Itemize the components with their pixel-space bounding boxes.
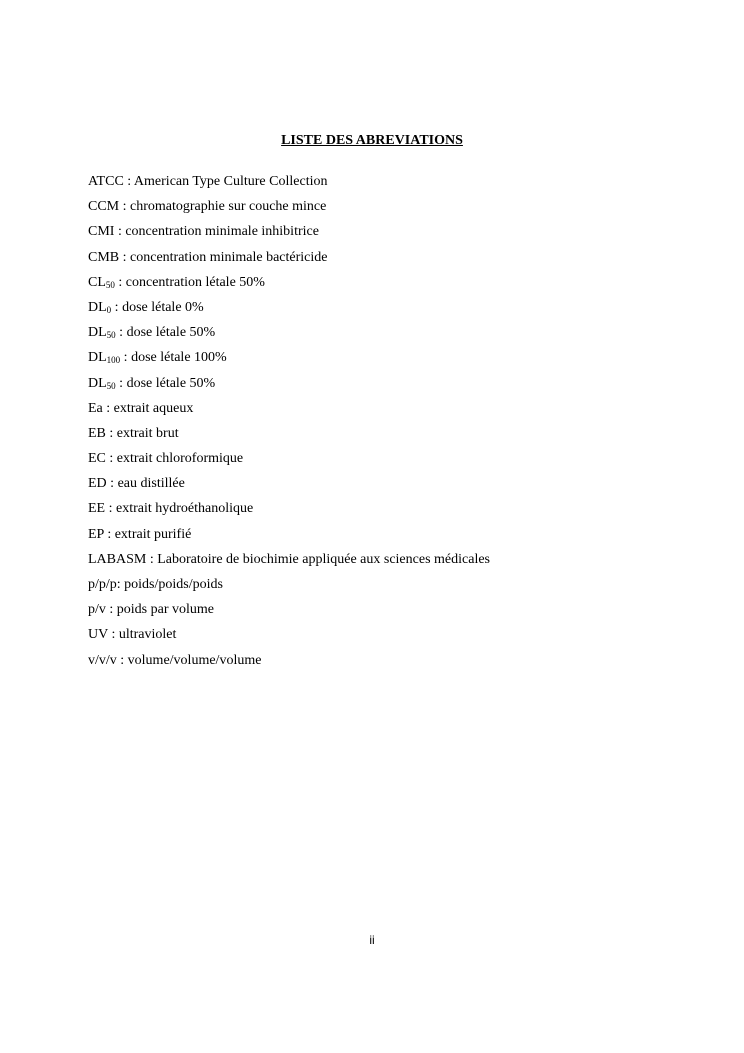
abbreviation-separator: : <box>103 526 115 542</box>
page-title: LISTE DES ABREVIATIONS <box>281 133 463 148</box>
abbreviation-term: CL <box>88 274 106 290</box>
abbreviation-item <box>88 219 490 244</box>
abbreviation-item <box>88 194 490 219</box>
abbreviation-definition: concentration létale 50% <box>125 274 265 290</box>
abbreviation-subscript: 0 <box>106 304 112 315</box>
abbreviation-subscript: 50 <box>106 330 116 341</box>
abbreviation-term: CMB <box>88 249 120 265</box>
abbreviation-definition: American Type Culture Collection <box>133 174 328 189</box>
abbreviation-term: ATCC <box>88 174 124 189</box>
abbreviation-term: DL <box>88 375 107 391</box>
abbreviation-definition: poids par volume <box>116 602 214 618</box>
abbreviation-separator: : <box>111 299 123 315</box>
abbreviation-item <box>88 496 490 521</box>
abbreviation-term: CMI <box>88 224 115 240</box>
abbreviation-item <box>88 345 490 370</box>
abbreviation-separator: : <box>119 199 131 215</box>
abbreviation-term: DL <box>88 325 107 341</box>
abbreviation-term: LABASM <box>88 551 147 567</box>
abbreviation-definition: extrait brut <box>116 425 179 441</box>
abbreviation-definition: ultraviolet <box>118 627 177 643</box>
abbreviation-separator: : <box>115 325 127 341</box>
abbreviation-item <box>88 572 490 597</box>
abbreviation-item <box>88 597 490 622</box>
abbreviation-separator: : <box>107 627 119 643</box>
abbreviation-term: EC <box>88 451 106 467</box>
abbreviation-definition: dose létale 50% <box>126 375 216 391</box>
abbreviation-term: DL <box>88 350 107 366</box>
abbreviation-item <box>88 169 490 194</box>
abbreviation-item <box>88 622 490 647</box>
abbreviation-item <box>88 471 490 496</box>
abbreviation-separator: : <box>115 375 127 391</box>
abbreviation-item <box>88 371 490 396</box>
abbreviation-term: CCM <box>88 199 120 215</box>
abbreviation-separator: : <box>119 249 131 265</box>
abbreviation-separator: : <box>116 652 128 668</box>
abbreviation-separator: : <box>116 577 125 592</box>
abbreviation-definition: dose létale 0% <box>122 299 204 315</box>
abbreviation-separator: : <box>105 602 117 618</box>
abbreviation-definition: extrait chloroformique <box>116 451 244 467</box>
abbreviation-item <box>88 295 490 320</box>
abbreviation-term: p/v <box>88 602 106 618</box>
abbreviation-definition: concentration minimale inhibitrice <box>125 224 319 240</box>
abbreviation-separator: : <box>114 224 126 240</box>
abbreviation-separator: : <box>105 451 117 467</box>
abbreviation-term: UV <box>88 627 108 643</box>
abbreviation-definition: concentration minimale bactéricide <box>130 249 328 265</box>
abbreviation-definition: extrait hydroéthanolique <box>116 501 254 517</box>
abbreviation-definition: extrait purifié <box>114 526 192 542</box>
abbreviation-item <box>88 320 490 345</box>
abbreviation-term: EP <box>88 526 104 542</box>
abbreviation-definition: volume/volume/volume <box>127 652 262 668</box>
abbreviation-term: p/p/p <box>88 577 117 592</box>
abbreviation-separator: : <box>114 274 126 290</box>
abbreviation-item <box>88 522 490 547</box>
abbreviation-item <box>88 648 490 673</box>
abbreviation-separator: : <box>106 476 118 492</box>
abbreviation-definition: chromatographie sur couche mince <box>130 199 327 215</box>
abbreviation-definition: extrait aqueux <box>113 400 194 416</box>
abbreviation-term: DL <box>88 299 107 315</box>
abbreviation-item <box>88 245 490 270</box>
abbreviation-term: EE <box>88 501 106 517</box>
abbreviation-separator: : <box>123 174 134 189</box>
abbreviation-term: ED <box>88 476 107 492</box>
abbreviation-item <box>88 421 490 446</box>
abbreviation-separator: : <box>105 501 116 517</box>
page-number: ii <box>369 933 375 947</box>
abbreviation-item <box>88 396 490 421</box>
abbreviation-definition: eau distillée <box>117 476 185 492</box>
abbreviation-subscript: 50 <box>106 380 116 391</box>
abbreviation-definition: Laboratoire de biochimie appliquée aux sciences médicales <box>157 551 490 567</box>
abbreviation-term: EB <box>88 425 106 441</box>
abbreviation-separator: : <box>120 350 132 366</box>
abbreviation-definition: poids/poids/poids <box>124 577 223 592</box>
abbreviation-separator: : <box>102 400 114 416</box>
abbreviation-definition: dose létale 100% <box>131 350 227 366</box>
abbreviation-item <box>88 547 490 572</box>
abbreviation-definition: dose létale 50% <box>126 325 216 341</box>
abbreviation-term: v/v/v <box>88 652 117 668</box>
abbreviation-subscript: 100 <box>106 355 121 366</box>
abbreviation-separator: : <box>105 425 117 441</box>
abbreviation-item <box>88 446 490 471</box>
abbreviation-list <box>88 169 490 673</box>
abbreviation-separator: : <box>146 551 158 567</box>
abbreviation-subscript: 50 <box>105 279 115 290</box>
abbreviation-item <box>88 270 490 295</box>
abbreviation-term: Ea <box>88 400 103 416</box>
